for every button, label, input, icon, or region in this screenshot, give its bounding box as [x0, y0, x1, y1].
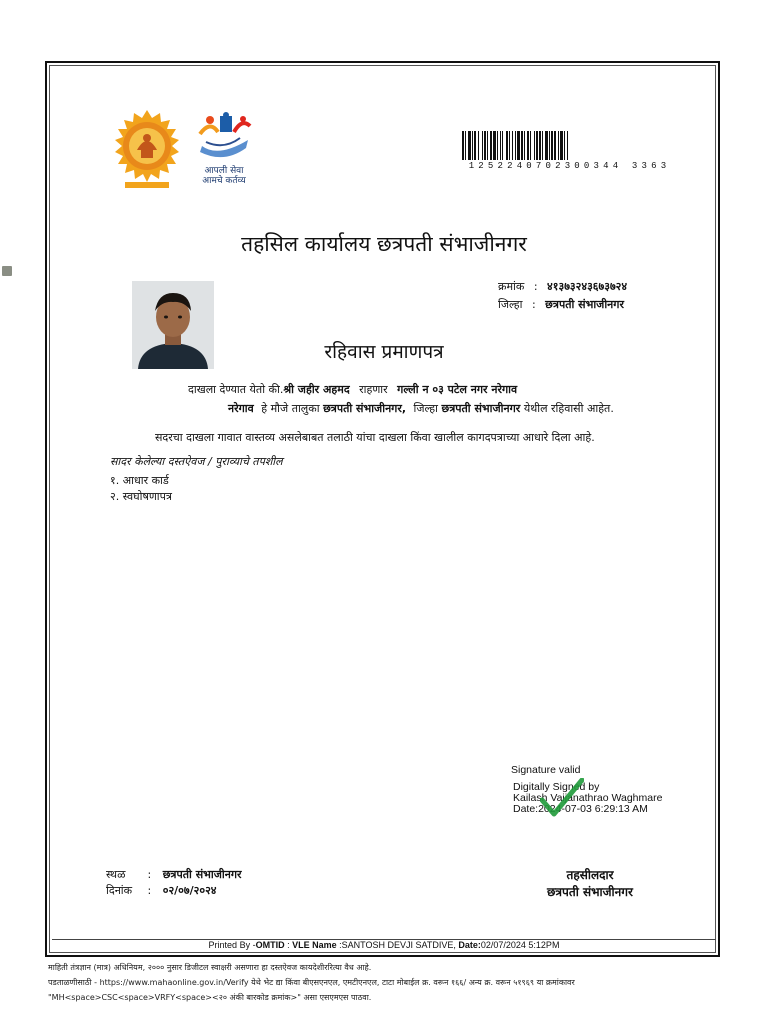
office-title: तहसिल कार्यालय छत्रपती संभाजीनगर [241, 232, 527, 256]
government-seal-logo [105, 110, 189, 194]
date-row: दिनांक : ०२/०७/२०२४ [106, 884, 217, 897]
district-label: जिल्हा [498, 298, 523, 311]
document-item-2: २. स्वघोषणापत्र [110, 490, 172, 503]
barcode-bar [568, 131, 570, 160]
document-item-1: १. आधार कार्ड [110, 474, 169, 487]
small-thumbnail [2, 266, 12, 276]
aapli-seva-icon [196, 112, 254, 162]
printed-date-value: 02/07/2024 5:12PM [480, 940, 560, 950]
footer-line-1: माहिती तंत्रज्ञान (मात्र) अधिनियम, २००० नुसार डिजीटल स्वाक्षरी असणारा हा दस्तऐवज कायदेशीररित्या वैध आहे. [48, 963, 372, 972]
district-text: जिल्हा [413, 402, 438, 415]
barcode-number: 1252240702300344 3363 [468, 161, 671, 171]
applicant-address: गल्ली न ०३ पटेल नगर नरेगाव [397, 383, 518, 396]
documents-heading: सादर केलेल्या दस्तऐवज / पुराव्याचे तपशील [110, 455, 283, 468]
place-value: छत्रपती संभाजीनगर [162, 868, 242, 881]
valid-checkmark-icon [540, 778, 584, 818]
place-label: स्थळ [106, 868, 126, 881]
serial-row: क्रमांक : ४१३७३२४३६७३७२४ [498, 280, 628, 293]
applicant-name: श्री जहीर अहमद [283, 383, 350, 396]
omtid-label: OMTID [255, 940, 285, 950]
body-prefix: दाखला देण्यात येतो की. [188, 383, 284, 396]
officer-title: तहसीलदार [566, 868, 614, 882]
officer-location: छत्रपती संभाजीनगर [547, 885, 633, 899]
barcode [462, 131, 677, 171]
serial-value: ४१३७३२४३६७३७२४ [547, 280, 628, 293]
barcode-bars [462, 131, 677, 160]
certificate-heading: रहिवास प्रमाणपत्र [324, 341, 444, 363]
printed-by: Printed By -OMTID : VLE Name :SANTOSH DEVJI SATDIVE, Date:02/07/2024 5:12PM [208, 940, 560, 950]
signature-details [513, 782, 662, 815]
certificate-border-inner [49, 65, 716, 953]
basis-line: सदरचा दाखला गावात वास्तव्य असलेबाबत तलाठी यांचा दाखला किंवा खालील कागदपत्राच्या आधारे दिला आहे. [155, 431, 595, 444]
aapli-seva-logo [196, 112, 256, 186]
body-line-1 [188, 382, 517, 397]
signature-line-3: Date:2024-07-03 6:29:13 AM [513, 803, 648, 815]
district-value: छत्रपती संभाजीनगर [545, 298, 624, 311]
resides-label: राहणार [359, 383, 388, 396]
signature-status: Signature valid [511, 764, 581, 776]
logo-tagline-2: आमचे कर्तव्य [202, 176, 246, 186]
printed-date-label: Date: [458, 940, 481, 950]
serial-label: क्रमांक [498, 280, 525, 293]
district-name: छत्रपती संभाजीनगर [441, 402, 521, 415]
printed-prefix: Printed By - [208, 940, 256, 950]
footer-line-2: पडताळणीसाठी - https://www.mahaonline.gov.in/Verify येथे भेट द्या किंवा बीएसएनएल, एमटीएनएल, टाटा मोबाईल क्र. वरून १६६/ अन्य क्र. वरून ५१९६९ या क्रमांकावर [48, 978, 575, 987]
footer-line-3: "MH<space>CSC<space>VRFY<space><२० अंकी बारकोड क्रमांक>" असा एसएमएस पाठवा. [48, 993, 372, 1002]
village-text: हे मौजे तालुका [261, 402, 320, 415]
signature-line-2: Kailash Vaijanathrao Waghmare [513, 792, 663, 804]
taluka-name: छत्रपती संभाजीनगर, [323, 402, 407, 415]
date-label: दिनांक [106, 884, 133, 897]
place-row: स्थळ : छत्रपती संभाजीनगर [106, 868, 242, 881]
residence-text: येथील रहिवासी आहेत. [523, 402, 614, 415]
village-name: नरेगाव [228, 402, 254, 415]
logo-tagline-1: आपली सेवा [204, 166, 244, 176]
date-value: ०२/०७/२०२४ [162, 884, 217, 897]
district-row: जिल्हा : छत्रपती संभाजीनगर [498, 298, 624, 311]
vle-label: VLE Name [292, 940, 337, 950]
signature-line-1: Digitally Signed by [513, 781, 600, 793]
vle-value: :SANTOSH DEVJI SATDIVE, [339, 940, 456, 950]
body-line-2 [228, 401, 614, 416]
